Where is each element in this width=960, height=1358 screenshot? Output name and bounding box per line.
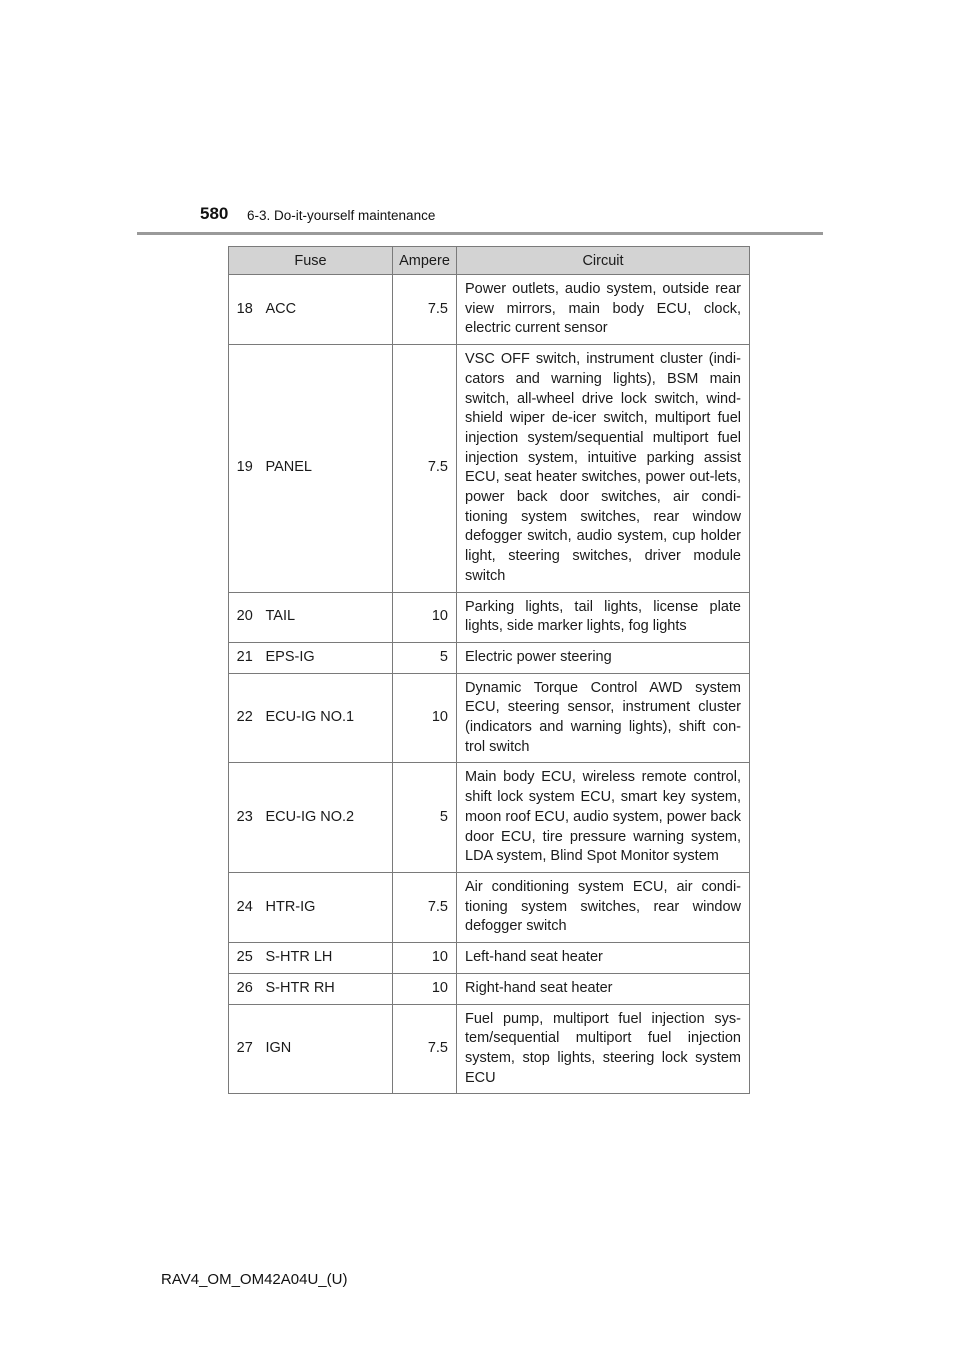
circuit-cell: Air conditioning system ECU, air condi-tioning system switches, rear window defogger switch <box>457 872 750 942</box>
fuse-number-cell: 25 <box>229 943 261 974</box>
fuse-name-cell: ACC <box>261 275 393 345</box>
fuse-number-cell: 23 <box>229 763 261 873</box>
fuse-number-cell: 24 <box>229 872 261 942</box>
table-row <box>229 673 750 763</box>
ampere-cell: 10 <box>393 943 457 974</box>
fuse-table <box>228 246 750 1094</box>
table-body <box>229 275 750 1094</box>
fuse-name-cell: IGN <box>261 1004 393 1094</box>
circuit-cell: Dynamic Torque Control AWD system ECU, steering sensor, instrument cluster (indicators and warning lights), shift con-trol switch <box>457 673 750 763</box>
table-row <box>229 642 750 673</box>
circuit-cell: Left-hand seat heater <box>457 943 750 974</box>
ampere-cell: 7.5 <box>393 275 457 345</box>
page-number: 580 <box>200 204 229 223</box>
fuse-name-cell: S-HTR LH <box>261 943 393 974</box>
column-header-circuit: Circuit <box>457 247 750 275</box>
fuse-name-cell: PANEL <box>261 345 393 592</box>
fuse-number-cell: 21 <box>229 642 261 673</box>
table-row <box>229 973 750 1004</box>
fuse-number-cell: 26 <box>229 973 261 1004</box>
table-row <box>229 872 750 942</box>
document-code: RAV4_OM_OM42A04U_(U) <box>161 1271 348 1288</box>
table-row <box>229 275 750 345</box>
section-title: 6-3. Do-it-yourself maintenance <box>247 208 436 223</box>
ampere-cell: 10 <box>393 973 457 1004</box>
fuse-number-cell: 27 <box>229 1004 261 1094</box>
ampere-cell: 5 <box>393 763 457 873</box>
page-header <box>0 0 960 240</box>
ampere-cell: 10 <box>393 592 457 642</box>
circuit-cell: Parking lights, tail lights, license plate lights, side marker lights, fog lights <box>457 592 750 642</box>
circuit-cell: Electric power steering <box>457 642 750 673</box>
circuit-cell: Power outlets, audio system, outside rear view mirrors, main body ECU, clock, electric current sensor <box>457 275 750 345</box>
fuse-name-cell: ECU-IG NO.2 <box>261 763 393 873</box>
table-row <box>229 763 750 873</box>
fuse-number-cell: 22 <box>229 673 261 763</box>
fuse-name-cell: TAIL <box>261 592 393 642</box>
ampere-cell: 7.5 <box>393 345 457 592</box>
circuit-cell: VSC OFF switch, instrument cluster (indi-cators and warning lights), BSM main switch, all-wheel drive lock switch, wind-shield wiper de-icer switch, multiport fuel injection system/sequential multiport fuel injection system, intuitive parking assist ECU, seat heater switches, power out-lets, power back door switches, air condi-tioning system switches, rear window defogger switch, audio system, cup holder light, steering switches, driver module switch <box>457 345 750 592</box>
header-divider <box>137 232 823 235</box>
table-row <box>229 1004 750 1094</box>
fuse-number-cell: 19 <box>229 345 261 592</box>
fuse-name-cell: ECU-IG NO.1 <box>261 673 393 763</box>
table-row <box>229 943 750 974</box>
circuit-cell: Main body ECU, wireless remote control, shift lock system ECU, smart key system, moon roof ECU, audio system, power back door ECU, tire pressure warning system, LDA system, Blind Spot Monitor system <box>457 763 750 873</box>
column-header-ampere: Ampere <box>393 247 457 275</box>
ampere-cell: 7.5 <box>393 872 457 942</box>
fuse-name-cell: S-HTR RH <box>261 973 393 1004</box>
circuit-cell: Fuel pump, multiport fuel injection sys-tem/sequential multiport fuel injection system, stop lights, steering lock system ECU <box>457 1004 750 1094</box>
column-header-fuse: Fuse <box>229 247 393 275</box>
ampere-cell: 5 <box>393 642 457 673</box>
table-row <box>229 592 750 642</box>
circuit-cell: Right-hand seat heater <box>457 973 750 1004</box>
fuse-number-cell: 18 <box>229 275 261 345</box>
ampere-cell: 7.5 <box>393 1004 457 1094</box>
fuse-name-cell: HTR-IG <box>261 872 393 942</box>
fuse-number-cell: 20 <box>229 592 261 642</box>
fuse-name-cell: EPS-IG <box>261 642 393 673</box>
table-header-row <box>229 247 750 275</box>
ampere-cell: 10 <box>393 673 457 763</box>
table-row <box>229 345 750 592</box>
